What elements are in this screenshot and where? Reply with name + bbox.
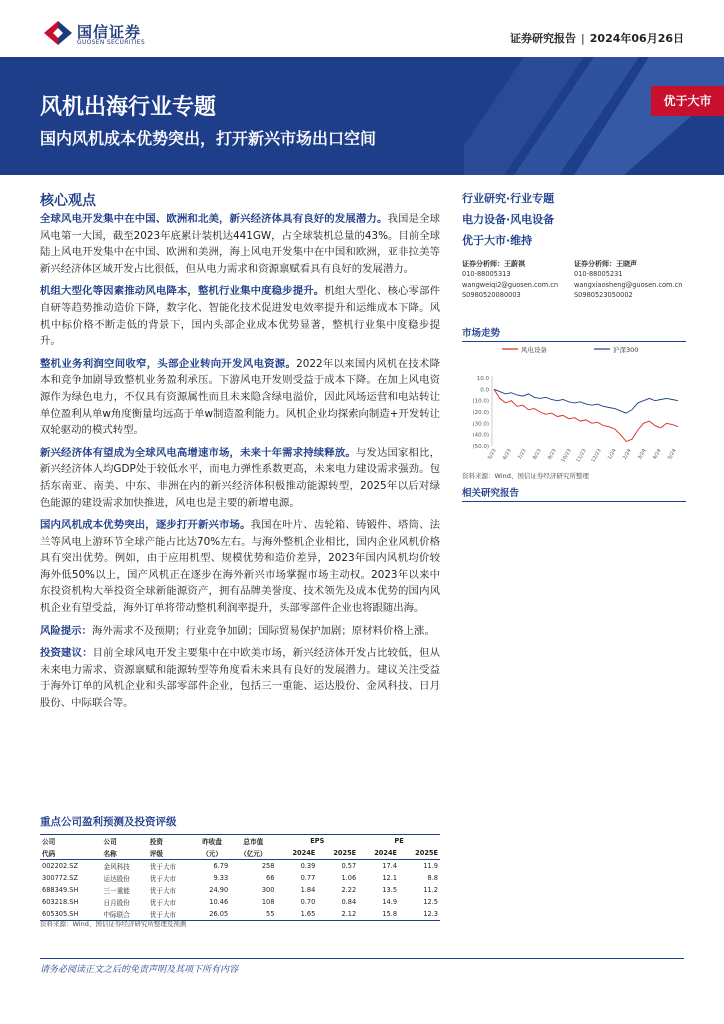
paragraph-body: 机组大型化、核心零部件自研等趋势推动造价下降，数字化、智能化技术促进发电效率提升和运维成本下降。风机中标价格不断走低的背景下，国内头部企业成本优势显著，整机行业集中度稳步提升。 bbox=[40, 285, 441, 348]
analyst-cert: S0980523050002 bbox=[574, 291, 633, 300]
table-row bbox=[40, 896, 440, 908]
sidebar-industry: 电力设备·风电设备 bbox=[462, 213, 555, 226]
guosen-logo-icon bbox=[44, 21, 72, 45]
cell: 002202.SZ bbox=[42, 862, 78, 870]
x-tick-label: 5/23 bbox=[486, 448, 498, 461]
cell: 中际联合 bbox=[102, 908, 148, 921]
x-tick-label: 8/23 bbox=[531, 448, 543, 461]
core-paragraph bbox=[40, 445, 440, 511]
table-row bbox=[40, 872, 440, 884]
analyst-email[interactable]: wangweiqi2@guosen.com.cn bbox=[462, 280, 559, 289]
x-tick-label: 5/24 bbox=[666, 448, 678, 461]
cell: 258 bbox=[261, 862, 275, 870]
cell: 15.8 bbox=[358, 908, 399, 921]
cell: 运达股份 bbox=[103, 875, 130, 883]
cell: 优于大市 bbox=[148, 908, 194, 921]
core-paragraph bbox=[40, 283, 440, 349]
paragraph-body: 目前全球风电开发主要集中在中欧美市场，新兴经济体开发占比较低，但从未来电力需求、资源禀赋和能源转型等角度看未来具有良好的发展潜力。建议关注受益于海外订单的风机企业和头部零部件企业，包括三一重能、运达股份、金风科技、日月股份、中际联合等。 bbox=[40, 647, 441, 710]
cell: 优于大市 bbox=[149, 887, 177, 895]
cell: 1.06 bbox=[341, 874, 357, 882]
th-sub: 代码 bbox=[40, 847, 102, 860]
paragraph-lead: 机组大型化等因素推动风电降本，整机行业集中度稳步提升。 bbox=[40, 285, 325, 298]
th-close: 昨收盘 bbox=[194, 835, 230, 848]
table-header-row bbox=[40, 835, 440, 848]
cell: 0.70 bbox=[300, 898, 316, 906]
series-line-index bbox=[494, 389, 678, 413]
report-subtitle: 国内风机成本优势突出，打开新兴市场出口空间 bbox=[40, 129, 377, 148]
guosen-logo bbox=[44, 19, 174, 49]
th-sub: 2025E bbox=[399, 847, 440, 860]
paragraph-body: 我国在叶片、齿轮箱、铸锻件、塔筒、法兰等风电上游环节全球产能占比达70%左右。与海外整机企业相比，国内企业风机价格具有突出优势。例如，由于应用机型、规模优势和造价差异，2023年国内风机均价较海外低50%以上，国产风机正在逐步在海外新兴市场掌握市场主动权。2023年以来中东投资机构大举投资全球新能源资产，拥有品牌美誉度、技术领先及成本优势的国内风机企业有望受益，海外订单将带动整机利润率提升，头部零部件企业也将跟随出海。 bbox=[40, 519, 441, 615]
paragraph-lead: 投资建议： bbox=[40, 647, 93, 660]
report-date: 2024年06月26日 bbox=[589, 32, 684, 45]
cell: 66 bbox=[266, 874, 275, 882]
report-meta: 证券研究报告 | 2024年06月26日 bbox=[510, 32, 684, 45]
cell: 12.5 bbox=[423, 898, 438, 906]
cell: 603218.SH bbox=[42, 898, 79, 906]
th-sub: 2024E bbox=[276, 847, 317, 860]
cell: 2.22 bbox=[341, 886, 357, 894]
cell: 8.8 bbox=[427, 874, 438, 882]
series-layer bbox=[494, 389, 678, 441]
cell: 0.57 bbox=[341, 862, 357, 870]
x-tick-label: 3/24 bbox=[636, 448, 648, 461]
sidebar bbox=[462, 190, 686, 342]
analyst-1 bbox=[462, 259, 572, 301]
th-rating: 投资 bbox=[148, 835, 194, 848]
core-paragraph bbox=[40, 623, 440, 640]
report-title: 风机出海行业专题 bbox=[40, 95, 217, 120]
logo-cn-text: 国信证券 bbox=[77, 23, 142, 41]
analyst-cert: S0980520080003 bbox=[462, 291, 521, 300]
th-eps: EPS bbox=[276, 835, 358, 848]
cell: 108 bbox=[261, 898, 275, 906]
x-tick-label: 10/23 bbox=[560, 448, 573, 464]
analyst-email[interactable]: wangxiaosheng@guosen.com.cn bbox=[574, 280, 683, 289]
cell: 605305.SH bbox=[40, 908, 102, 921]
footer-divider bbox=[40, 958, 684, 959]
y-tick-label: (30.0) bbox=[472, 421, 489, 428]
th-sub: （亿元） bbox=[230, 847, 276, 860]
cell: 12.3 bbox=[399, 908, 440, 921]
th-mktcap: 总市值 bbox=[230, 835, 276, 848]
cell: 9.33 bbox=[213, 874, 229, 882]
logo-en-text: GUOSEN SECURITIES bbox=[77, 39, 146, 46]
y-tick-label: (10.0) bbox=[472, 398, 489, 405]
cell: 14.9 bbox=[382, 898, 398, 906]
market-trend-chart bbox=[462, 338, 686, 468]
table-subheader-row bbox=[40, 847, 440, 860]
cell: 26.05 bbox=[194, 908, 230, 921]
cell: 24.90 bbox=[209, 886, 229, 894]
rating-badge: 优于大市 bbox=[651, 86, 724, 116]
y-tick-label: 10.0 bbox=[476, 376, 489, 382]
th-sub: 评级 bbox=[148, 847, 194, 860]
cell: 300 bbox=[261, 886, 275, 894]
y-axis bbox=[472, 376, 492, 450]
table-source: 资料来源：Wind、国信证券经济研究所整理及预测 bbox=[40, 920, 187, 928]
paragraph-body: 我国是全球风电第一大国，截至2023年底累计装机达441GW，占全球装机总量的43%。目前全球陆上风电开发集中在中国、欧洲和美洲，海上风电开发集中在中国和欧洲，亚非拉美等新兴经济体区域开发占比很低，但从电力需求和资源禀赋看具有良好的发展潜力。 bbox=[40, 213, 441, 275]
y-tick-label: (40.0) bbox=[472, 432, 489, 439]
x-tick-label: 4/24 bbox=[651, 448, 663, 461]
analyst-name: 证券分析师：王晓声 bbox=[574, 260, 637, 268]
cell: 12.1 bbox=[382, 874, 398, 882]
legend-label-sector: 风电设备 bbox=[521, 346, 547, 354]
cell: 688349.SH bbox=[42, 886, 79, 894]
paragraph-lead: 整机业务利润空间收窄，头部企业转向开发风电资源。 bbox=[40, 357, 297, 370]
analyst-block bbox=[462, 259, 686, 325]
cell: 13.5 bbox=[382, 886, 398, 894]
related-reports-title: 相关研究报告 bbox=[462, 485, 686, 502]
cell: 55 bbox=[230, 908, 276, 921]
y-tick-label: 0.0 bbox=[480, 387, 489, 394]
paragraph-lead: 国内风机成本优势突出，逐步打开新兴市场。 bbox=[40, 519, 251, 532]
cell: 优于大市 bbox=[149, 899, 177, 907]
paragraph-lead: 新兴经济体有望成为全球风电高增速市场，未来十年需求持续释放。 bbox=[40, 446, 356, 459]
paragraph-body: 海外需求不及预期；行业竞争加剧；国际贸易保护加剧；原材料价格上涨。 bbox=[91, 624, 435, 637]
cell: 17.4 bbox=[382, 862, 398, 870]
chart-source: 资料来源：Wind、国信证券经济研究所整理 bbox=[462, 472, 589, 480]
x-tick-label: 1/24 bbox=[606, 448, 618, 461]
th-sub: 2024E bbox=[358, 847, 399, 860]
x-tick-label: 2/24 bbox=[621, 448, 633, 461]
core-paragraph bbox=[40, 517, 440, 617]
core-title: 核心观点 bbox=[40, 193, 96, 209]
paragraph-lead: 风险提示： bbox=[40, 624, 92, 637]
x-tick-label: 6/23 bbox=[501, 448, 513, 461]
core-paragraph bbox=[40, 211, 440, 277]
paragraph-body: 2022年以来国内风机在技术降本和竞争加剧导致整机业务盈利承压。下游风电开发则受益于成本下降。在加上风电资源作为绿色电力，不仅具有资源属性而且未来隐含绿电溢价，因此风场运营和电站转让单位盈利从单w角度衡量均远高于单w制造盈利能力。风机企业均探索向制造+开发转让双轮驱动的模式转型。 bbox=[40, 357, 440, 437]
cell: 0.39 bbox=[300, 862, 316, 870]
paragraph-lead: 全球风电开发集中在中国、欧洲和北美，新兴经济体具有良好的发展潜力。 bbox=[40, 213, 388, 225]
core-body bbox=[40, 211, 440, 718]
y-tick-label: (50.0) bbox=[472, 444, 489, 450]
sidebar-category: 行业研究·行业专题 bbox=[462, 192, 555, 205]
core-paragraph bbox=[40, 645, 440, 711]
x-tick-label: 12/23 bbox=[590, 448, 603, 464]
footer-disclaimer: 请务必阅读正文之后的免责声明及其项下所有内容 bbox=[40, 965, 239, 975]
legend bbox=[502, 345, 638, 354]
table-row bbox=[40, 884, 440, 896]
cell: 10.46 bbox=[209, 898, 229, 906]
earnings-table bbox=[40, 834, 440, 921]
analyst-phone: 010-88005313 bbox=[462, 270, 511, 279]
analyst-name: 证券分析师：王蔚祺 bbox=[462, 260, 525, 268]
th-pe: PE bbox=[358, 835, 440, 848]
market-trend-title: 市场走势 bbox=[462, 325, 686, 342]
table-row bbox=[40, 860, 440, 873]
cell: 优于大市 bbox=[149, 863, 177, 871]
core-paragraph bbox=[40, 356, 440, 439]
banner-decoration bbox=[464, 57, 724, 175]
cell: 三一重能 bbox=[103, 887, 130, 895]
x-tick-label: 11/23 bbox=[575, 448, 588, 464]
report-type: 证券研究报告 bbox=[510, 32, 577, 45]
cell: 6.79 bbox=[213, 862, 229, 870]
y-tick-label: (20.0) bbox=[472, 410, 489, 416]
cell: 1.65 bbox=[276, 908, 317, 921]
cell: 金风科技 bbox=[103, 863, 130, 871]
cell: 300772.SZ bbox=[42, 874, 78, 882]
cell: 0.84 bbox=[341, 898, 357, 906]
cell: 1.84 bbox=[300, 886, 316, 894]
cell: 11.2 bbox=[423, 886, 438, 894]
cell: 日月股份 bbox=[103, 899, 130, 907]
th-name: 公司 bbox=[102, 835, 148, 848]
cell: 0.77 bbox=[300, 874, 316, 882]
x-axis bbox=[487, 448, 678, 463]
analyst-2 bbox=[574, 259, 684, 301]
analyst-phone: 010-88005231 bbox=[574, 270, 623, 279]
sidebar-rating: 优于大市·维持 bbox=[462, 234, 533, 247]
th-sub: 2025E bbox=[317, 847, 358, 860]
th-code: 公司 bbox=[40, 835, 102, 848]
th-sub: （元） bbox=[194, 847, 230, 860]
cell: 2.12 bbox=[317, 908, 358, 921]
th-sub: 名称 bbox=[102, 847, 148, 860]
cell: 11.9 bbox=[423, 862, 438, 870]
x-tick-label: 7/23 bbox=[516, 448, 528, 461]
legend-label-index: 沪深300 bbox=[613, 346, 639, 354]
table-title: 重点公司盈利预测及投资评级 bbox=[40, 816, 177, 828]
cell: 优于大市 bbox=[149, 875, 177, 883]
x-tick-label: 9/23 bbox=[546, 448, 558, 461]
series-line-sector bbox=[494, 389, 678, 441]
paragraph-body: 与发达国家相比，新兴经济体人均GDP处于较低水平，而电力弹性系数更高，未来电力建设需求强劲。包括东南亚、南美、中东、非洲在内的新兴经济体积极推动能源转型，2025年以后对绿色能源的建设需求加快推进，风电也是主要的新增电源。 bbox=[40, 446, 441, 509]
